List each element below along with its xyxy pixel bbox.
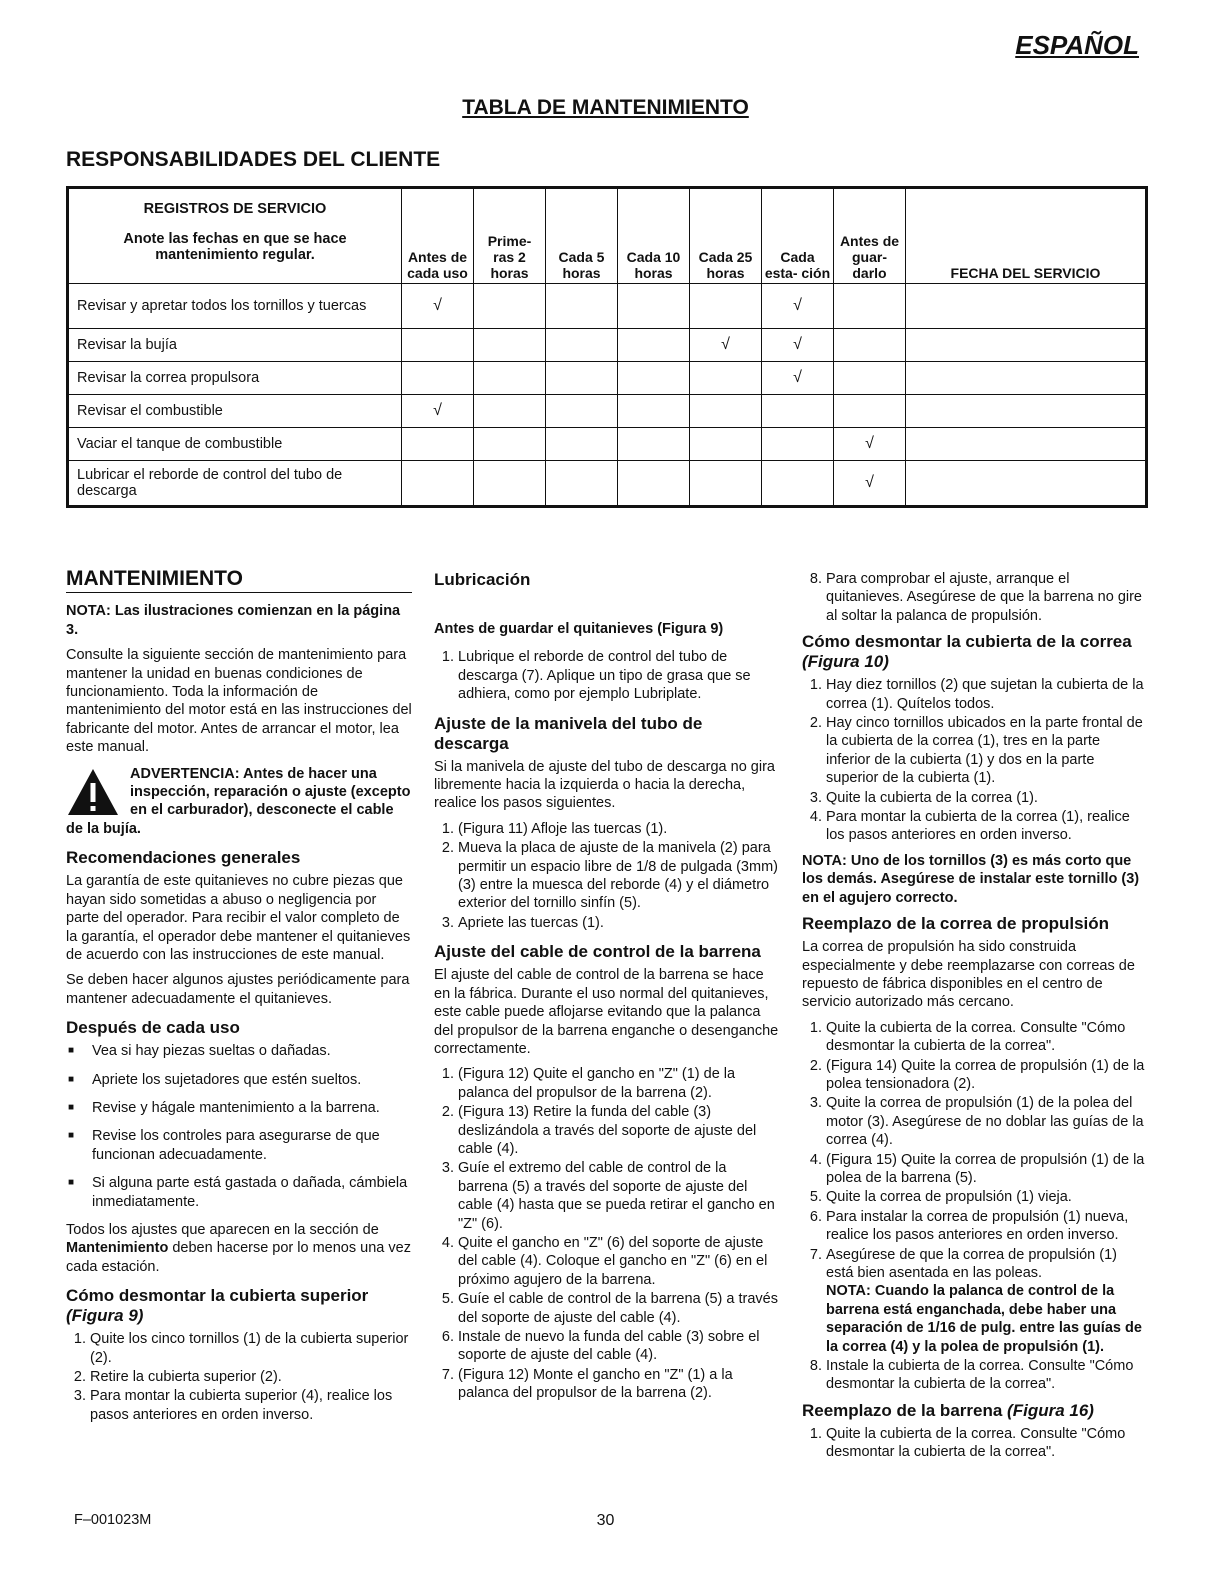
- col-header: Cada 5 horas: [546, 188, 618, 284]
- paragraph: Se deben hacer algunos ajustes periódicamente para mantener adecuadamente el quitanieves.: [66, 972, 410, 1007]
- check-mark: √: [834, 461, 906, 507]
- task-cell: Revisar la correa propulsora: [68, 362, 402, 395]
- list-item: 3. Quite la cubierta de la correa (1).: [826, 789, 1148, 807]
- paragraph: Todos los ajustes que aparecen en la sección de Mantenimiento deben hacerse por lo menos una vez cada estación.: [66, 1221, 411, 1275]
- empty-cell: [834, 284, 906, 329]
- service-records-title: REGISTROS DE SERVICIO: [143, 201, 327, 217]
- drive-belt-heading: Reemplazo de la correa de propulsión: [802, 914, 1110, 934]
- warning-block: [66, 765, 412, 839]
- list-item: 2. Hay cinco tornillos ubicados en la parte frontal de la cubierta de la correa (1), tres en la parte inferior de la cubierta (1) y dos en la parte superior de la cubierta (1).: [826, 714, 1148, 788]
- list-item: 1. Quite la cubierta de la correa. Consulte "Cómo desmontar la cubierta de la correa".: [826, 1425, 1148, 1462]
- table-row: [68, 362, 1147, 395]
- page-title: TABLA DE MANTENIMIENTO: [462, 96, 749, 119]
- auger-cable-steps-continued: [802, 570, 1148, 625]
- empty-cell: [474, 329, 546, 362]
- task-cell: Vaciar el tanque de combustible: [68, 428, 402, 461]
- list-item: 2. Mueva la placa de ajuste de la manivela (2) para permitir un espacio libre de 1/8 de pulgada (3mm) (3) entre la muesca del reborde (4) y el diámetro exterior del tornillo sinfín (5).: [458, 839, 780, 913]
- list-item: 1. (Figura 12) Quite el gancho en "Z" (1) de la palanca del propulsor de la barrena (2).: [458, 1065, 780, 1102]
- list-item: 5. Quite la correa de propulsión (1) vieja.: [826, 1188, 1148, 1206]
- empty-cell: [546, 329, 618, 362]
- service-records-note: Anote las fechas en que se hace mantenimiento regular.: [123, 231, 347, 263]
- empty-cell: [618, 362, 690, 395]
- note: NOTA: Uno de los tornillos (3) es más corto que los demás. Asegúrese de instalar este tornillo (3) en el agujero correcto.: [802, 852, 1140, 906]
- top-cover-heading: Cómo desmontar la cubierta superior (Figura 9): [66, 1286, 369, 1326]
- column-2: [434, 570, 780, 1410]
- maintenance-table: [66, 186, 1148, 508]
- empty-cell: [618, 284, 690, 329]
- list-item: 3. Para montar la cubierta superior (4), realice los pasos anteriores en orden inverso.: [90, 1387, 412, 1424]
- task-cell: Revisar la bujía: [68, 329, 402, 362]
- list-item: 4. Quite el gancho en "Z" (6) del soporte de ajuste del cable (4). Coloque el gancho en "Z" (6) en el próximo agujero de la barrena.: [458, 1234, 780, 1289]
- table-row: [68, 395, 1147, 428]
- list-item: 2. (Figura 14) Quite la correa de propulsión (1) de la polea tensionadora (2).: [826, 1057, 1148, 1094]
- list-item: ■ Revise los controles para asegurarse de que funcionan adecuadamente.: [66, 1127, 412, 1164]
- col-header: Antes de guar- darlo: [834, 188, 906, 284]
- empty-cell: [402, 362, 474, 395]
- list-item: 3. Guíe el extremo del cable de control de la barrena (5) a través del soporte de ajuste del cable (4) hasta que se pueda retirar el gancho en "Z" (6).: [458, 1159, 780, 1233]
- list-item: 4. Para montar la cubierta de la correa (1), realice los pasos anteriores en orden inverso.: [826, 808, 1148, 845]
- language-label: ESPAÑOL: [1015, 30, 1139, 60]
- section-title: RESPONSABILIDADES DEL CLIENTE: [66, 148, 441, 171]
- lubrication-steps: [434, 648, 780, 703]
- empty-cell: [402, 329, 474, 362]
- task-cell: Revisar y apretar todos los tornillos y tuercas: [68, 284, 402, 329]
- empty-cell: [546, 284, 618, 329]
- empty-cell: [546, 395, 618, 428]
- empty-cell: [762, 395, 834, 428]
- list-item: ■ Vea si hay piezas sueltas o dañadas.: [66, 1042, 412, 1060]
- list-item: 6. Instale de nuevo la funda del cable (3) sobre el soporte de ajuste del cable (4).: [458, 1328, 780, 1365]
- table-row: [68, 284, 1147, 329]
- intro-paragraph: Consulte la siguiente sección de mantenimiento para mantener la unidad en buenas condiciones de funcionamiento. Toda la información de mantenimiento del motor está en las instrucciones del fabricante del motor. Antes de arrancar el motor, lea este manual.: [66, 647, 412, 756]
- empty-cell: [618, 329, 690, 362]
- list-item: 3. Apriete las tuercas (1).: [458, 914, 780, 932]
- col-header: Cada 25 horas: [690, 188, 762, 284]
- table-row: [68, 461, 1147, 507]
- paragraph: Si la manivela de ajuste del tubo de descarga no gira libremente hacia la izquierda o hacia la derecha, realice los pasos siguientes.: [434, 758, 775, 812]
- table-row: [68, 428, 1147, 461]
- note: NOTA: Cuando la palanca de control de la barrena está enganchada, debe haber una separación de 1/16 de pulg. entre las guías de la correa (4) y la polea de propulsión (1).: [826, 1283, 1142, 1355]
- empty-cell: [546, 362, 618, 395]
- list-item: 8. Para comprobar el ajuste, arranque el quitanieves. Asegúrese de que la barrena no gire al soltar la palanca de propulsión.: [826, 570, 1148, 625]
- service-date-cell: [906, 428, 1147, 461]
- list-item: 1. (Figura 11) Afloje las tuercas (1).: [458, 820, 780, 838]
- list-item: 7. Asegúrese de que la correa de propulsión (1) está bien asentada en las poleas. NOTA: Cuando la palanca de control de la barrena está enganchada, debe haber una separación de 1/16 de pulg. entre las guías de la correa (4) y la polea de propulsión (1).: [826, 1246, 1148, 1356]
- crank-steps: [434, 820, 780, 932]
- auger-replacement-heading: Reemplazo de la barrena (Figura 16): [802, 1400, 1094, 1420]
- paragraph: El ajuste del cable de control de la barrena se hace en la fábrica. Durante el uso normal del quitanieves, este cable puede aflojarse evitando que la palanca del propulsor de la barrena enganche o desenganche correctamente.: [434, 967, 779, 1057]
- empty-cell: [762, 461, 834, 507]
- list-item: 1. Quite los cinco tornillos (1) de la cubierta superior (2).: [90, 1330, 412, 1367]
- list-item: ■ Revise y hágale mantenimiento a la barrena.: [66, 1099, 412, 1117]
- list-item: 5. Guíe el cable de control de la barrena (5) a través del soporte de ajuste del cable (4).: [458, 1290, 780, 1327]
- empty-cell: [834, 329, 906, 362]
- empty-cell: [402, 428, 474, 461]
- service-date-cell: [906, 395, 1147, 428]
- warning-text: ADVERTENCIA: Antes de hacer una inspección, reparación o ajuste (excepto en el carburador), desconecte el cable de la bujía.: [66, 765, 411, 837]
- note: NOTA: Las ilustraciones comienzan en la página 3.: [66, 603, 401, 638]
- list-item: 1. Hay diez tornillos (2) que sujetan la cubierta de la correa (1). Quítelos todos.: [826, 676, 1148, 713]
- list-item: ■ Si alguna parte está gastada o dañada, cámbiela inmediatamente.: [66, 1174, 412, 1211]
- empty-cell: [402, 461, 474, 507]
- service-date-cell: [906, 284, 1147, 329]
- empty-cell: [690, 461, 762, 507]
- paragraph: La garantía de este quitanieves no cubre piezas que hayan sido sometidas a abuso o negligencia por parte del operador. Para recibir el valor completo de la garantía, el operador debe mantener el quitanieves de acuerdo con las instrucciones de este manual.: [66, 873, 411, 963]
- empty-cell: [834, 362, 906, 395]
- check-mark: √: [402, 395, 474, 428]
- list-item: 7. (Figura 12) Monte el gancho en "Z" (1) a la palanca del propulsor de la barrena (2).: [458, 1366, 780, 1403]
- col-header: Cada esta- ción: [762, 188, 834, 284]
- empty-cell: [474, 362, 546, 395]
- auger-cable-heading: Ajuste del cable de control de la barrena: [434, 942, 761, 962]
- list-item: 8. Instale la cubierta de la correa. Consulte "Cómo desmontar la cubierta de la correa".: [826, 1357, 1148, 1394]
- table-row: [68, 329, 1147, 362]
- check-mark: √: [762, 329, 834, 362]
- empty-cell: [474, 284, 546, 329]
- empty-cell: [474, 428, 546, 461]
- list-item: 3. Quite la correa de propulsión (1) de la polea del motor (3). Asegúrese de no doblar las guías de la correa (4).: [826, 1094, 1148, 1149]
- empty-cell: [618, 395, 690, 428]
- task-cell: Lubricar el reborde de control del tubo de descarga: [68, 461, 402, 507]
- empty-cell: [690, 395, 762, 428]
- empty-cell: [546, 428, 618, 461]
- empty-cell: [474, 395, 546, 428]
- check-mark: √: [762, 284, 834, 329]
- crank-heading: Ajuste de la manivela del tubo de descarga: [434, 713, 703, 753]
- auger-cable-steps: [434, 1065, 780, 1402]
- list-item: ■ Apriete los sujetadores que estén sueltos.: [66, 1071, 412, 1089]
- empty-cell: [834, 395, 906, 428]
- check-mark: √: [762, 362, 834, 395]
- belt-cover-steps: [802, 676, 1148, 845]
- empty-cell: [618, 428, 690, 461]
- general-recommendations-heading: Recomendaciones generales: [66, 848, 301, 868]
- service-date-cell: [906, 362, 1147, 395]
- col-header: Antes de cada uso: [402, 188, 474, 284]
- list-item: 1. Quite la cubierta de la correa. Consulte "Cómo desmontar la cubierta de la correa".: [826, 1019, 1148, 1056]
- maintenance-heading: MANTENIMIENTO: [66, 570, 412, 593]
- warning-icon: [66, 767, 120, 817]
- auger-replacement-steps: [802, 1425, 1148, 1462]
- empty-cell: [762, 428, 834, 461]
- col-header: Cada 10 horas: [618, 188, 690, 284]
- after-use-list: [66, 1042, 412, 1211]
- document-code: F–001023M: [74, 1512, 152, 1528]
- paragraph: La correa de propulsión ha sido construida especialmente y debe reemplazarse con correas de repuesto de fábrica disponibles en el centro de servicio autorizado más cercano.: [802, 939, 1135, 1011]
- empty-cell: [690, 362, 762, 395]
- list-item: 2. (Figura 13) Retire la funda del cable (3) deslizándola a través del soporte de ajuste del cable (4).: [458, 1103, 780, 1158]
- list-item: 2. Retire la cubierta superior (2).: [90, 1368, 412, 1386]
- check-mark: √: [834, 428, 906, 461]
- empty-cell: [690, 284, 762, 329]
- column-3: [802, 570, 1148, 1469]
- task-cell: Revisar el combustible: [68, 395, 402, 428]
- lubrication-heading: Lubricación: [434, 570, 531, 589]
- col-header-service-date: FECHA DEL SERVICIO: [906, 188, 1147, 284]
- belt-cover-heading: Cómo desmontar la cubierta de la correa (Figura 10): [802, 632, 1132, 672]
- service-date-cell: [906, 329, 1147, 362]
- drive-belt-steps: [802, 1019, 1148, 1394]
- column-1: [66, 567, 412, 1431]
- lubrication-subheading: Antes de guardar el quitanieves (Figura 9): [434, 621, 724, 637]
- check-mark: √: [402, 284, 474, 329]
- service-date-cell: [906, 461, 1147, 507]
- col-header: Prime- ras 2 horas: [474, 188, 546, 284]
- list-item: 1. Lubrique el reborde de control del tubo de descarga (7). Aplique un tipo de grasa que se adhiera, como por ejemplo Lubriplate.: [458, 648, 780, 703]
- list-item: 4. (Figura 15) Quite la correa de propulsión (1) de la polea de la barrena (5).: [826, 1151, 1148, 1188]
- empty-cell: [690, 428, 762, 461]
- empty-cell: [618, 461, 690, 507]
- empty-cell: [474, 461, 546, 507]
- check-mark: √: [690, 329, 762, 362]
- after-use-heading: Después de cada uso: [66, 1018, 240, 1038]
- empty-cell: [546, 461, 618, 507]
- top-cover-steps: [66, 1330, 412, 1424]
- page-number: 30: [596, 1512, 615, 1529]
- list-item: 6. Para instalar la correa de propulsión (1) nueva, realice los pasos anteriores en orden inverso.: [826, 1208, 1148, 1245]
- service-records-header: [68, 188, 402, 284]
